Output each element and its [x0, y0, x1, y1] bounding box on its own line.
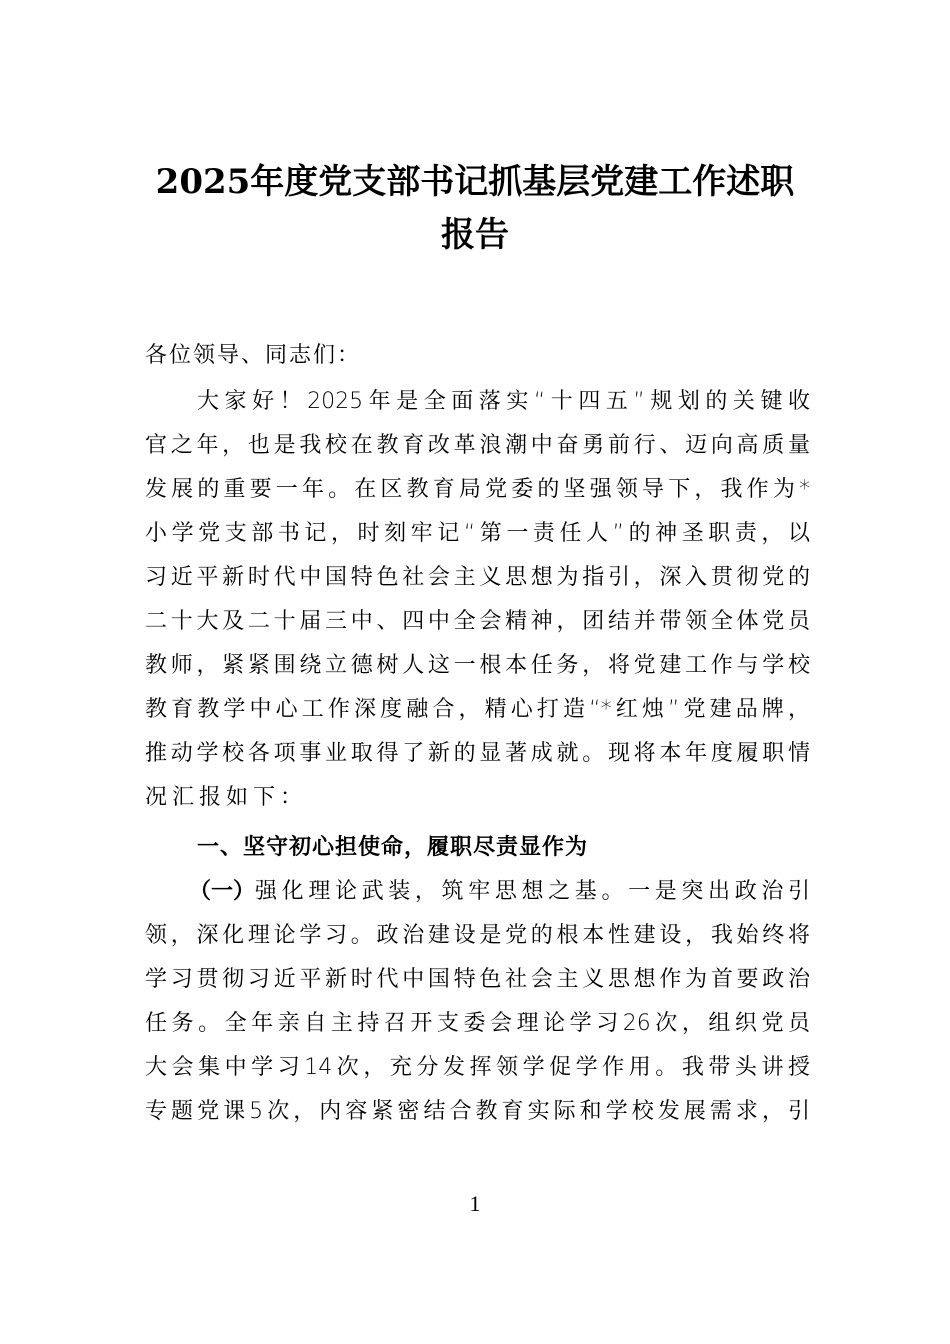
document-title-line-1: 2025年度党支部书记抓基层党建工作述职 — [155, 162, 795, 202]
section-heading: 一、坚守初心担使命，履职尽责显作为 — [197, 835, 589, 860]
intro-line: 况汇报如下： — [145, 785, 308, 810]
page-number: 1 — [469, 1191, 481, 1216]
subsection-label: （一） — [189, 879, 256, 904]
body-line: 大会集中学习14次，充分发挥领学促学作用。我带头讲授 — [145, 1055, 810, 1080]
body-line: 学习贯彻习近平新时代中国特色社会主义思想作为首要政治 — [145, 967, 810, 992]
body-line: 专题党课5次，内容紧密结合教育实际和学校发展需求，引 — [145, 1099, 810, 1124]
document-title-line-2: 报告 — [441, 215, 509, 255]
intro-line: 发展的重要一年。在区教育局党委的坚强领导下，我作为* — [145, 477, 810, 502]
subsection-lead: 强化理论武装，筑牢思想之基。一是突出政治引 — [255, 879, 810, 904]
body-line: 领，深化理论学习。政治建设是党的根本性建设，我始终将 — [145, 923, 810, 948]
intro-line: 大家好！2025年是全面落实“十四五”规划的关键收 — [197, 389, 810, 414]
intro-line: 教育教学中心工作深度融合，精心打造“*红烛”党建品牌， — [145, 697, 810, 722]
intro-line: 官之年，也是我校在教育改革浪潮中奋勇前行、迈向高质量 — [145, 433, 810, 458]
intro-line: 小学党支部书记，时刻牢记“第一责任人”的神圣职责，以 — [145, 521, 810, 546]
intro-line: 教师，紧紧围绕立德树人这一根本任务，将党建工作与学校 — [145, 653, 810, 678]
intro-line: 二十大及二十届三中、四中全会精神，团结并带领全体党员 — [145, 609, 810, 634]
salutation: 各位领导、同志们： — [145, 343, 362, 368]
intro-line: 推动学校各项事业取得了新的显著成就。现将本年度履职情 — [145, 741, 810, 766]
intro-line: 习近平新时代中国特色社会主义思想为指引，深入贯彻党的 — [145, 565, 810, 590]
body-line: 任务。全年亲自主持召开支委会理论学习26次，组织党员 — [145, 1011, 810, 1036]
subsection-first-line — [189, 877, 810, 907]
